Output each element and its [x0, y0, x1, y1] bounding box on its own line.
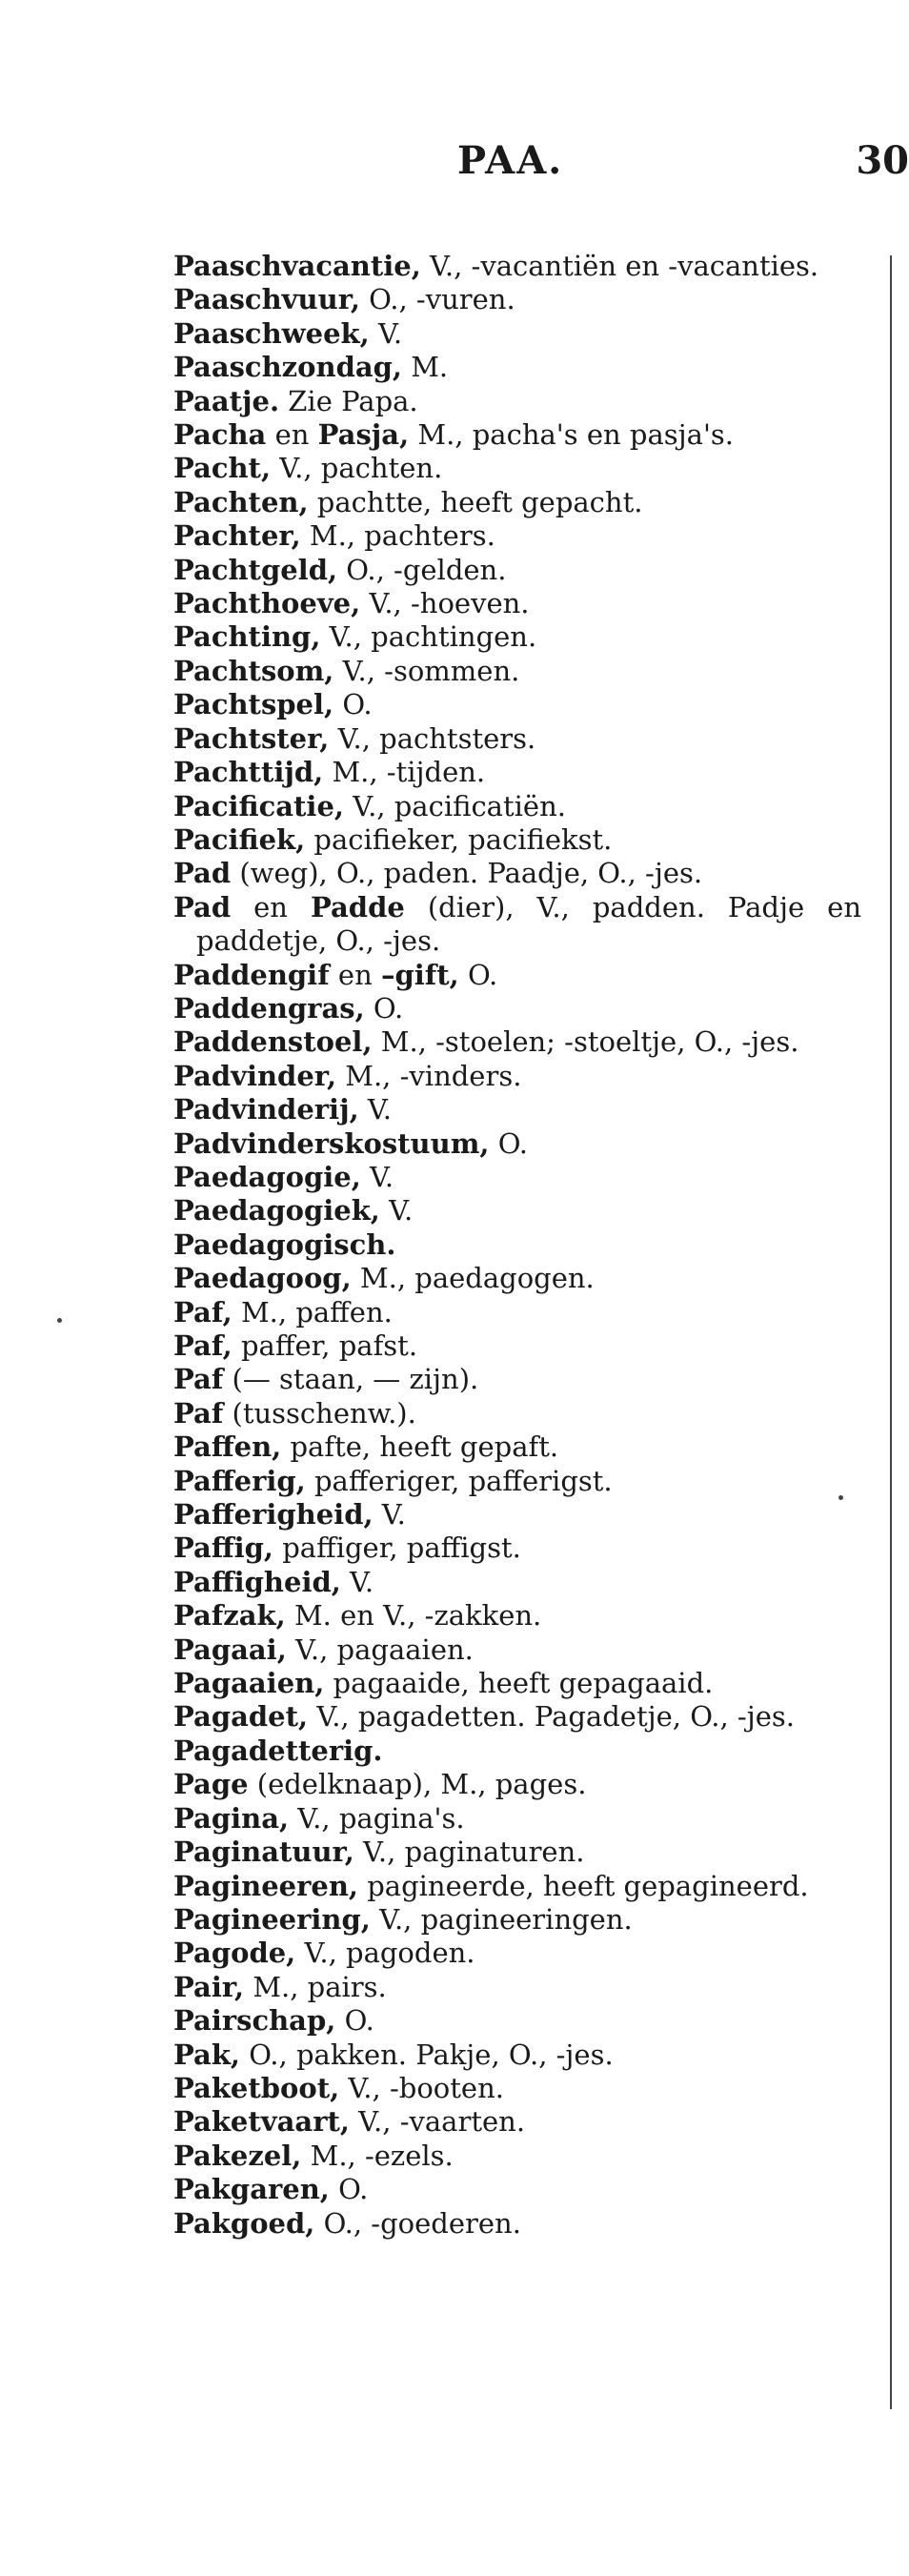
entry-text: (dier), V., padden. Padje en paddetje, O., -jes. [196, 890, 861, 958]
entry-text: O. [458, 958, 498, 991]
entry-headword: Paedagogiek, [173, 1194, 380, 1227]
entry-text: pagineerde, heeft gepagineerd. [358, 1869, 809, 1902]
entry-text: en [266, 418, 318, 452]
dictionary-entry [173, 1700, 861, 1734]
dictionary-entry [173, 1734, 861, 1768]
entry-text: V., pachtsters. [329, 721, 536, 755]
entry-text: V., -booten. [339, 2071, 504, 2104]
entry-headword: Paddenstoel, [173, 1025, 373, 1059]
entry-text: O. [364, 991, 404, 1024]
dictionary-entry [173, 1060, 861, 1093]
dictionary-entry [173, 1971, 861, 2004]
entry-headword: Pagadet, [173, 1700, 309, 1734]
entry-text: V. [373, 1498, 406, 1531]
dictionary-entry [173, 1768, 861, 1801]
dictionary-entry [173, 554, 861, 587]
entry-text: paffiger, paffigst. [273, 1531, 521, 1565]
entry-text: pachtte, heeft gepacht. [308, 485, 643, 518]
entry-text: paffer, pafst. [232, 1329, 418, 1362]
dictionary-entry [173, 1599, 861, 1633]
dictionary-entry [173, 250, 861, 283]
entry-headword: Pairschap, [173, 2004, 336, 2038]
dictionary-entry [173, 992, 861, 1025]
entry-text: O., -vuren. [359, 283, 515, 316]
entry-text: O., -gelden. [337, 553, 507, 586]
entry-text: V. [369, 316, 403, 350]
entry-text: pagaaide, heeft gepagaaid. [324, 1667, 714, 1700]
dictionary-entry [173, 891, 861, 959]
entry-headword: Pakgoed, [173, 2206, 315, 2240]
entry-headword: Pacifiek, [173, 822, 306, 856]
entry-text: M., pachters. [300, 519, 495, 553]
entry-headword: Pagineeren, [173, 1869, 359, 1902]
entry-headword: Paedagogisch. [173, 1227, 396, 1261]
entry-text: M., paedagogen. [351, 1262, 595, 1295]
dictionary-entry [173, 857, 861, 890]
dictionary-entry [173, 1329, 861, 1363]
dictionary-entry [173, 1430, 861, 1464]
entry-headword: Pagaai, [173, 1633, 287, 1666]
entry-headword: Paf, [173, 1295, 232, 1329]
page-header [0, 138, 909, 195]
dictionary-entry [173, 655, 861, 688]
entry-headword: Pad [173, 857, 232, 890]
dictionary-entry [173, 1194, 861, 1227]
entry-headword: Pak, [173, 2038, 241, 2071]
dictionary-entry [173, 688, 861, 721]
entry-headword: Padde [310, 890, 405, 923]
dictionary-entry [173, 317, 861, 351]
entry-headword: Paatje. [173, 384, 280, 417]
entry-headword: Page [173, 1768, 249, 1801]
entry-headword: Pasja, [317, 418, 410, 452]
entry-headword: Pacificatie, [173, 789, 344, 822]
entry-text: V., -sommen. [333, 654, 520, 687]
entry-headword: –gift, [380, 958, 459, 991]
dictionary-entry [173, 1025, 861, 1059]
entry-text: Zie Papa. [279, 384, 418, 417]
dictionary-entry [173, 385, 861, 418]
entry-headword: Pafzak, [173, 1599, 286, 1633]
entry-headword: Paf, [173, 1329, 232, 1362]
dictionary-entry [173, 1633, 861, 1667]
dictionary-entry [173, 1531, 861, 1565]
dictionary-entry [173, 1397, 861, 1430]
entry-headword: Paf [173, 1396, 224, 1430]
dictionary-entry [173, 722, 861, 756]
entry-text: pacifieker, pacifiekst. [305, 822, 613, 856]
dictionary-entry [173, 2038, 861, 2072]
dictionary-entry [173, 2072, 861, 2105]
dictionary-entry [173, 959, 861, 992]
page-number: 30 [856, 138, 909, 183]
entry-headword: Padvinderij, [173, 1093, 359, 1126]
entry-headword: Paaschzondag, [173, 351, 403, 384]
dictionary-entry [173, 1127, 861, 1161]
entry-text: M., -vinders. [336, 1059, 522, 1092]
entry-text: M., pairs. [244, 1970, 387, 2003]
entry-headword: Paaschvuur, [173, 283, 360, 316]
entry-text: V. [340, 1565, 374, 1598]
dictionary-entry [173, 2140, 861, 2173]
entry-headword: Pacht, [173, 452, 272, 485]
entry-text: V., pagina's. [289, 1801, 465, 1835]
dictionary-entry [173, 756, 861, 789]
dictionary-entry [173, 1870, 861, 1903]
entry-headword: Paginatuur, [173, 1836, 354, 1869]
dictionary-entry [173, 823, 861, 857]
dictionary-entry [173, 1498, 861, 1531]
dictionary-entry [173, 1296, 861, 1329]
entry-text: V., -vacantiën en -vacanties. [420, 250, 819, 282]
dictionary-entry [173, 1802, 861, 1836]
dictionary-entries [173, 250, 861, 2241]
entry-text: V. [360, 1160, 394, 1193]
dictionary-entry [173, 2207, 861, 2241]
dictionary-entry [173, 486, 861, 519]
entry-text: M., -stoelen; -stoeltje, O., -jes. [372, 1025, 799, 1059]
entry-text: M., -tijden. [323, 756, 486, 789]
entry-headword: Pachtgeld, [173, 553, 338, 586]
dictionary-entry [173, 2105, 861, 2139]
entry-headword: Paddengif [173, 958, 330, 991]
entry-headword: Paketvaart, [173, 2105, 350, 2139]
dictionary-entry [173, 2004, 861, 2038]
entry-headword: Paedagoog, [173, 1262, 352, 1295]
entry-headword: Paffen, [173, 1430, 282, 1464]
entry-text: M., paffen. [232, 1295, 393, 1329]
entry-text: M. en V., -zakken. [285, 1599, 542, 1633]
dictionary-entry [173, 790, 861, 823]
dictionary-entry [173, 351, 861, 384]
entry-headword: Pachting, [173, 620, 321, 654]
dictionary-entry [173, 1093, 861, 1126]
entry-text: V., pagadetten. Pagadetje, O., -jes. [308, 1700, 795, 1734]
dictionary-entry [173, 1228, 861, 1262]
entry-headword: Pagineering, [173, 1902, 371, 1936]
entry-headword: Paketboot, [173, 2071, 340, 2104]
dictionary-entry [173, 620, 861, 654]
dictionary-entry [173, 283, 861, 316]
entry-text: O., -goederen. [314, 2206, 521, 2240]
entry-text: (edelknaap), M., pages. [248, 1768, 587, 1801]
entry-text: pafte, heeft gepaft. [281, 1430, 559, 1464]
entry-text: (tusschenw.). [223, 1396, 416, 1430]
dictionary-entry [173, 1836, 861, 1869]
entry-text: (weg), O., paden. Paadje, O., -jes. [231, 857, 703, 890]
entry-text: V. [358, 1093, 392, 1126]
entry-text: V. [379, 1194, 414, 1227]
entry-headword: Pachttijd, [173, 756, 324, 789]
entry-text: V., -vaarten. [349, 2105, 526, 2139]
entry-text: V., pagoden. [295, 1937, 475, 1970]
entry-headword: Paffigheid, [173, 1565, 341, 1598]
entry-headword: Pachtspel, [173, 688, 334, 721]
entry-text: M. [402, 351, 449, 384]
dictionary-entry [173, 1161, 861, 1194]
entry-text: V., pacificatiën. [343, 789, 566, 822]
dictionary-entry [173, 1937, 861, 1970]
dictionary-entry [173, 1363, 861, 1396]
dictionary-entry [173, 1465, 861, 1498]
entry-headword: Paedagogie, [173, 1160, 361, 1193]
dictionary-entry [173, 1262, 861, 1295]
entry-text: O. [333, 688, 373, 721]
dictionary-entry [173, 1667, 861, 1700]
entry-text: O. [329, 2173, 369, 2206]
entry-headword: Pagaaien, [173, 1667, 325, 1700]
entry-text: M., pacha's en pasja's. [409, 418, 735, 452]
entry-text: V., pachten. [271, 452, 443, 485]
entry-text: en [329, 958, 381, 991]
dictionary-entry [173, 418, 861, 452]
entry-headword: Pacha [173, 418, 267, 452]
entry-headword: Pakezel, [173, 2139, 302, 2172]
entry-headword: Pad [173, 890, 232, 923]
print-speck [57, 1318, 62, 1323]
entry-text: V., paginaturen. [354, 1836, 585, 1869]
entry-text: O. [489, 1126, 529, 1160]
dictionary-entry [173, 2173, 861, 2206]
entry-headword: Pafferigheid, [173, 1498, 374, 1531]
entry-headword: Paaschvacantie, [173, 250, 421, 282]
entry-headword: Paaschweek, [173, 316, 370, 350]
entry-headword: Padvinderskostuum, [173, 1126, 490, 1160]
entry-text: M., -ezels. [301, 2139, 454, 2172]
entry-headword: Padvinder, [173, 1059, 337, 1092]
entry-headword: Pakgaren, [173, 2173, 330, 2206]
entry-headword: Pachten, [173, 485, 309, 518]
dictionary-entry [173, 519, 861, 553]
running-head: PAA. [457, 138, 564, 183]
entry-headword: Paffig, [173, 1531, 274, 1565]
entry-headword: Pagadetterig. [173, 1734, 383, 1767]
entry-headword: Pachtster, [173, 721, 330, 755]
entry-headword: Paf [173, 1363, 224, 1396]
entry-headword: Pachtsom, [173, 654, 334, 687]
entry-text: V., pagaaien. [286, 1633, 474, 1666]
entry-headword: Pagode, [173, 1937, 296, 1970]
dictionary-entry [173, 587, 861, 620]
entry-headword: Pagina, [173, 1801, 290, 1835]
entry-headword: Pair, [173, 1970, 245, 2003]
entry-text: V., pachtingen. [320, 620, 537, 654]
dictionary-entry [173, 1903, 861, 1937]
entry-headword: Paddengras, [173, 991, 365, 1024]
entry-text: en [231, 890, 311, 923]
entry-headword: Pafferig, [173, 1464, 306, 1497]
entry-text: V., -hoeven. [360, 587, 530, 620]
dictionary-entry [173, 452, 861, 485]
column-rule [890, 255, 892, 2409]
entry-text: O., pakken. Pakje, O., -jes. [240, 2038, 614, 2071]
entry-headword: Pachthoeve, [173, 587, 361, 620]
entry-text: V., pagineeringen. [370, 1902, 633, 1936]
entry-text: O. [335, 2004, 374, 2038]
entry-text: pafferiger, pafferigst. [305, 1464, 613, 1497]
entry-headword: Pachter, [173, 519, 301, 553]
entry-text: (— staan, — zijn). [223, 1363, 479, 1396]
dictionary-entry [173, 1566, 861, 1599]
